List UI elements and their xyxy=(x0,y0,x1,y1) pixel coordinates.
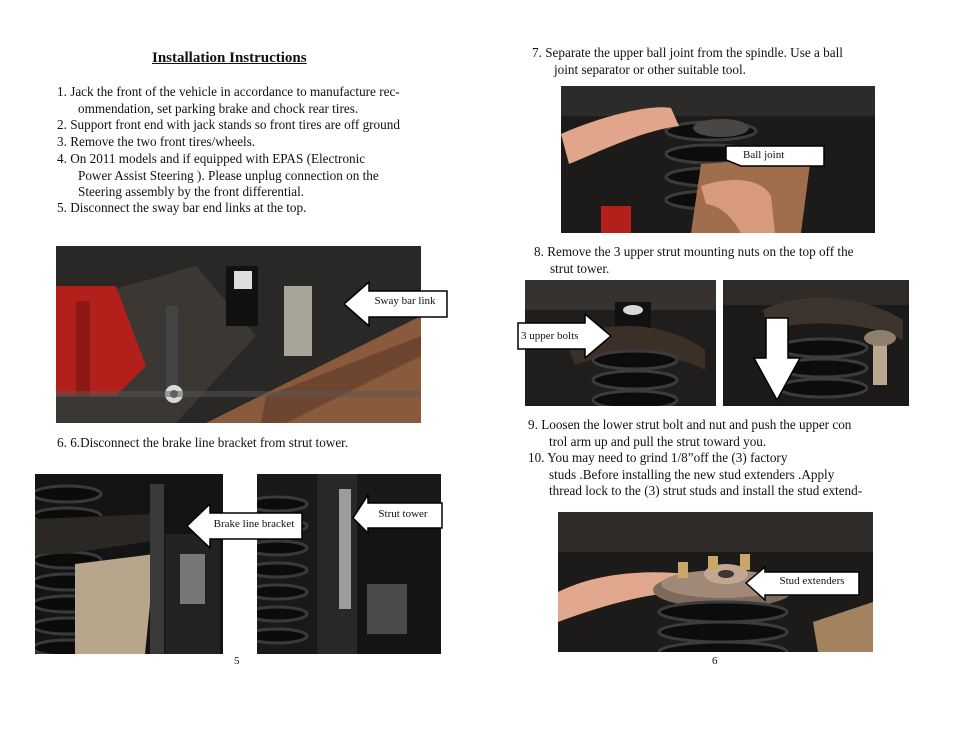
step-7-line-1: 7. Separate the upper ball joint from the spindle. Use a ball xyxy=(532,45,843,60)
step-5: 5. Disconnect the sway bar end links at the top. xyxy=(57,200,307,215)
step-1-line-2: ommendation, set parking brake and chock rear tires. xyxy=(78,100,359,116)
step-3: 3. Remove the two front tires/wheels. xyxy=(57,134,256,149)
callout-sway-bar-link xyxy=(343,281,449,327)
step-8-line-1: 8. Remove the 3 upper strut mounting nuts on the top off the xyxy=(534,244,854,259)
callout-brake-line-bracket xyxy=(186,503,304,549)
callout-ball-joint xyxy=(725,140,826,170)
callout-brake-line-bracket-label: Brake line bracket xyxy=(213,518,295,530)
step-9 xyxy=(528,417,851,450)
step-4-line-1: 4. On 2011 models and if equipped with EPAS (Electronic xyxy=(57,151,366,166)
step-10-line-2: studs .Before installing the new stud extenders .Apply xyxy=(549,466,835,482)
photo-sway-bar-link xyxy=(56,246,421,423)
callout-ball-joint-label: Ball joint xyxy=(743,149,785,161)
step-4-line-3: Steering assembly by the front differential. xyxy=(78,184,305,199)
step-10 xyxy=(528,450,862,500)
step-2: 2. Support front end with jack stands so front tires are off ground xyxy=(57,117,400,132)
callout-strut-tower xyxy=(352,494,444,534)
step-8 xyxy=(534,244,854,277)
photo-brake-line-bracket xyxy=(35,474,223,654)
step-10-line-1: 10. You may need to grind 1/8”off the (3) factory xyxy=(528,450,788,465)
page-number-right: 6 xyxy=(712,655,718,667)
callout-upper-bolts-label: 3 upper bolts xyxy=(521,330,579,342)
step-10-line-3: thread lock to the (3) strut studs and install the stud extend- xyxy=(549,483,863,498)
step-8-line-2: strut tower. xyxy=(550,260,610,276)
step-1 xyxy=(57,84,400,117)
callout-stud-extenders-label: Stud extenders xyxy=(779,575,845,587)
page-title: Installation Instructions xyxy=(152,50,307,66)
step-6: 6. 6.Disconnect the brake line bracket from strut tower. xyxy=(57,435,349,450)
callout-strut-tower-label: Strut tower xyxy=(378,508,428,520)
callout-stud-extenders xyxy=(745,563,861,603)
step-1-line-1: 1. Jack the front of the vehicle in accordance to manufacture rec- xyxy=(57,84,400,99)
step-7-line-2: joint separator or other suitable tool. xyxy=(554,61,746,77)
step-4 xyxy=(57,151,379,201)
step-7 xyxy=(532,45,843,78)
callout-sway-bar-link-label: Sway bar link xyxy=(374,295,436,307)
callout-upper-bolts xyxy=(517,313,613,359)
step-4-line-2: Power Assist Steering ). Please unplug connection on the xyxy=(78,167,379,183)
photo-ball-joint xyxy=(561,86,875,233)
page-number-left: 5 xyxy=(234,655,240,667)
step-9-line-2: trol arm up and pull the strut toward you. xyxy=(549,433,767,449)
photo-strut-removal xyxy=(723,280,909,406)
step-9-line-1: 9. Loosen the lower strut bolt and nut and push the upper con xyxy=(528,417,852,432)
